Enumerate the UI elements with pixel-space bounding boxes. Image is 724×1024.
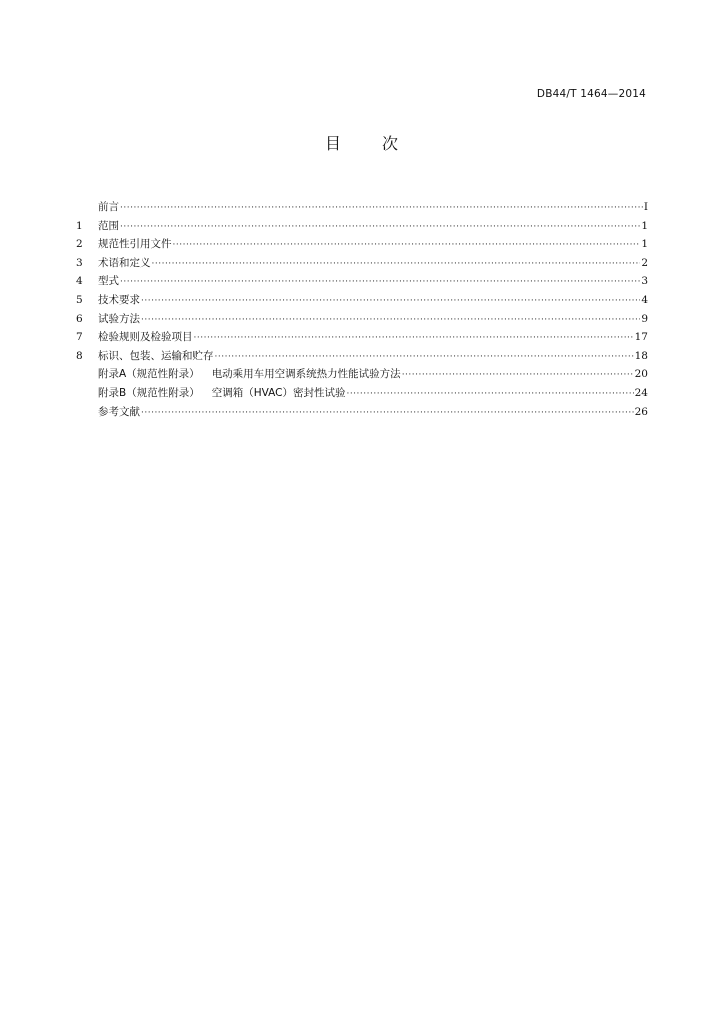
- toc-entry-test-methods[interactable]: [76, 310, 648, 329]
- standard-code: DB44/T 1464—2014: [536, 88, 646, 100]
- toc-entry-foreword[interactable]: [76, 198, 648, 217]
- toc-dot-leader: [402, 366, 634, 385]
- toc-dot-leader: [141, 292, 640, 311]
- toc-entry-annex-b[interactable]: [76, 384, 648, 403]
- toc-entry-title: 附录A（规范性附录）: [98, 368, 200, 381]
- toc-entry-scope[interactable]: [76, 217, 648, 236]
- toc-entry-page: 20: [634, 368, 648, 381]
- toc-dot-leader: [120, 199, 643, 218]
- toc-entry-subtitle: 空调箱（HVAC）密封性试验: [211, 386, 346, 399]
- toc-entry-page: 24: [634, 386, 648, 399]
- toc-entry-title: 技术要求: [98, 293, 140, 306]
- toc-entry-title: 规范性引用文件: [98, 238, 172, 251]
- toc-entry-title: 试验方法: [98, 312, 140, 325]
- toc-entry-page: I: [643, 201, 648, 213]
- toc-entry-page: 1: [641, 238, 648, 251]
- toc-dot-leader: [215, 348, 634, 367]
- toc-entry-number: 4: [76, 275, 83, 288]
- toc-entry-page: 4: [641, 293, 648, 306]
- toc-entry-number: 3: [76, 256, 83, 269]
- toc-entry-title: 标识、包装、运输和贮存: [98, 349, 214, 362]
- toc-entry-page: 2: [641, 256, 648, 269]
- toc-entry-number: 6: [76, 312, 83, 325]
- toc-entry-title: 参考文献: [98, 405, 140, 418]
- title-char-2: 次: [382, 134, 400, 153]
- toc-dot-leader: [120, 218, 640, 237]
- toc-entry-subtitle: 电动乘用车用空调系统热力性能试验方法: [211, 368, 401, 381]
- toc-entry-technical-requirements[interactable]: [76, 291, 648, 310]
- toc-dot-leader: [173, 236, 641, 255]
- toc-dot-leader: [120, 273, 640, 292]
- table-of-contents: [76, 198, 648, 421]
- toc-dot-leader: [194, 329, 634, 348]
- toc-entry-terms-definitions[interactable]: [76, 254, 648, 273]
- toc-entry-number: 1: [76, 219, 83, 232]
- toc-entry-marking-packaging[interactable]: [76, 347, 648, 366]
- toc-dot-leader: [152, 255, 641, 274]
- page-title: [0, 131, 724, 154]
- toc-dot-leader: [141, 404, 634, 423]
- toc-entry-number: 7: [76, 331, 83, 344]
- toc-entry-number: 8: [76, 349, 83, 362]
- toc-dot-leader: [346, 385, 633, 404]
- toc-entry-page: 1: [641, 219, 648, 232]
- toc-entry-number: 5: [76, 293, 83, 306]
- toc-entry-title: 范围: [98, 219, 119, 232]
- toc-entry-page: 26: [634, 405, 648, 418]
- toc-entry-page: 3: [641, 275, 648, 288]
- toc-entry-type[interactable]: [76, 272, 648, 291]
- toc-entry-normative-references[interactable]: [76, 235, 648, 254]
- title-char-1: 目: [324, 134, 342, 153]
- toc-entry-bibliography[interactable]: [76, 403, 648, 422]
- toc-entry-page: 18: [634, 349, 648, 362]
- toc-entry-inspection-rules[interactable]: [76, 328, 648, 347]
- toc-entry-title: 附录B（规范性附录）: [98, 386, 200, 399]
- toc-entry-page: 17: [634, 331, 648, 344]
- toc-dot-leader: [141, 311, 640, 330]
- toc-entry-title: 前言: [98, 201, 119, 213]
- toc-entry-title: 检验规则及检验项目: [98, 331, 193, 344]
- toc-entry-annex-a[interactable]: [76, 365, 648, 384]
- toc-entry-number: 2: [76, 238, 83, 251]
- toc-entry-title: 型式: [98, 275, 119, 288]
- toc-entry-page: 9: [641, 312, 648, 325]
- toc-entry-title: 术语和定义: [98, 256, 151, 269]
